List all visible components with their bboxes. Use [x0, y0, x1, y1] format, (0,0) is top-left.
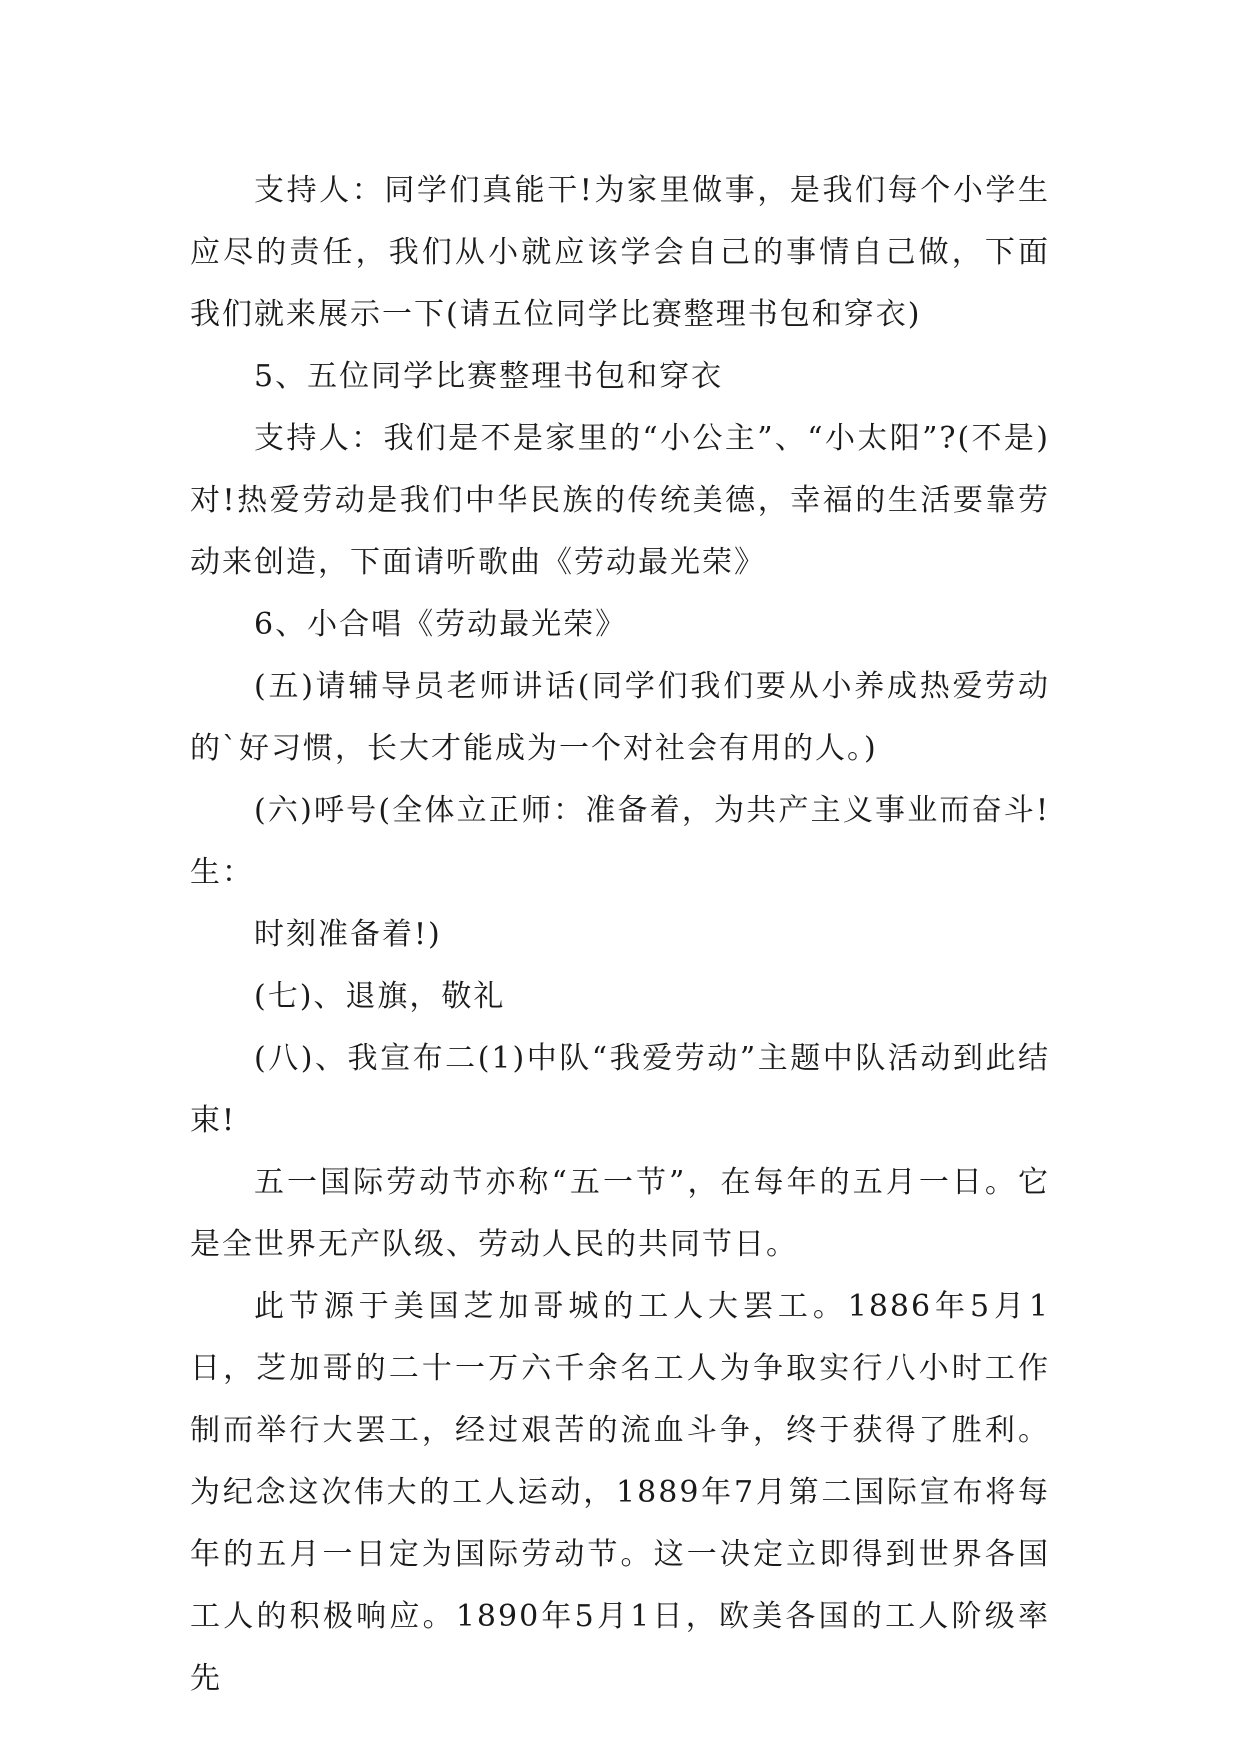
paragraph-section-6-reply: 时刻准备着!) [254, 917, 442, 952]
paragraph-item-6: 6、小合唱《劳动最光荣》 [254, 607, 628, 642]
document-body [190, 160, 1050, 1710]
paragraph-may-day-intro: 五一国际劳动节亦称“五一节”，在每年的五月一日。它是全世界无产队级、劳动人民的共同节日。 [190, 1165, 1050, 1262]
paragraph-section-6: (六)呼号(全体立正师：准备着，为共产主义事业而奋斗!生： [190, 793, 1050, 890]
paragraph-item-5: 5、五位同学比赛整理书包和穿衣 [254, 359, 724, 394]
paragraph-host-intro: 支持人：同学们真能干!为家里做事，是我们每个小学生应尽的责任，我们从小就应该学会自己的事情自己做，下面我们就来展示一下(请五位同学比赛整理书包和穿衣) [190, 173, 1050, 332]
paragraph-section-7: (七)、退旗，敬礼 [254, 979, 506, 1014]
paragraph-section-5: (五)请辅导员老师讲话(同学们我们要从小养成热爱劳动的`好习惯，长大才能成为一个对社会有用的人。) [190, 669, 1050, 766]
paragraph-section-8: (八)、我宣布二(1)中队“我爱劳动”主题中队活动到此结束! [190, 1041, 1050, 1138]
paragraph-host-question: 支持人：我们是不是家里的“小公主”、“小太阳”?(不是)对!热爱劳动是我们中华民族的传统美德，幸福的生活要靠劳动来创造，下面请听歌曲《劳动最光荣》 [190, 421, 1050, 580]
paragraph-may-day-history: 此节源于美国芝加哥城的工人大罢工。1886年5月1日，芝加哥的二十一万六千余名工人为争取实行八小时工作制而举行大罢工，经过艰苦的流血斗争，终于获得了胜利。为纪念这次伟大的工人运动，1889年7月第二国际宣布将每年的五月一日定为国际劳动节。这一决定立即得到世界各国工人的积极响应。1890年5月1日，欧美各国的工人阶级率先 [190, 1289, 1050, 1696]
